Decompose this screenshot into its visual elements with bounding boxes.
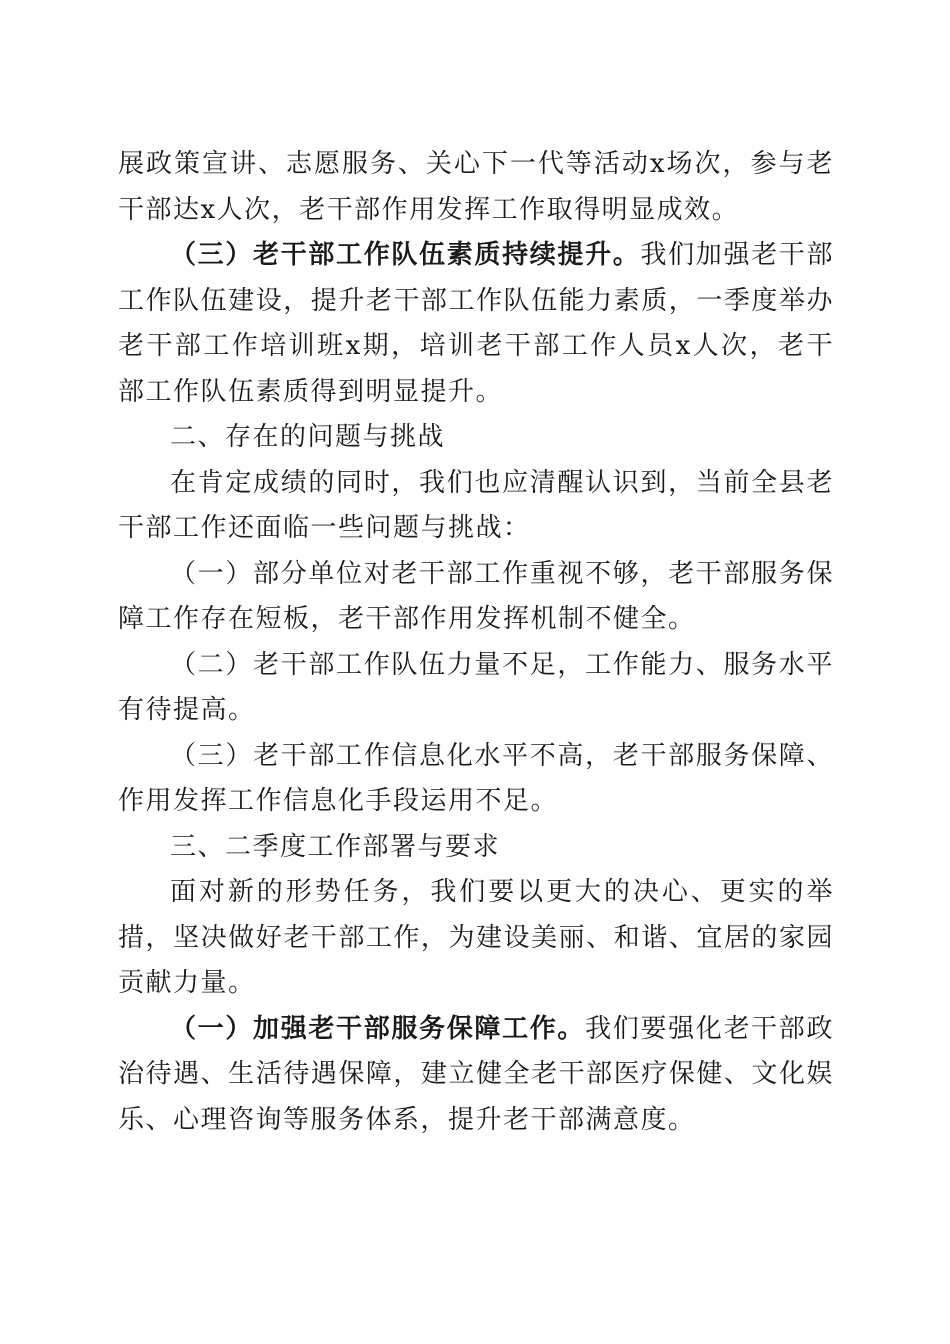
section3-item1-lead: （一）加强老干部服务保障工作。 — [170, 1013, 586, 1044]
section3-heading: 三、二季度工作部署与要求 — [170, 831, 501, 862]
document-body — [118, 142, 834, 1143]
paragraph-section3-intro: 面对新的形势任务，我们要以更大的决心、更实的举措，坚决做好老干部工作，为建设美丽、和谐、宜居的家园贡献力量。 — [118, 877, 834, 998]
section3-item1-body: 我们要强化老干部政治待遇、生活待遇保障，建立健全老干部医疗保健、文化娱乐、心理咨询等服务体系，提升老干部满意度。 — [118, 1013, 834, 1135]
paragraph-section1-item3 — [118, 233, 834, 415]
section1-item3-body: 我们加强老干部工作队伍建设，提升老干部工作队伍能力素质，一季度举办老干部工作培训班x期，培训老干部工作人员x人次，老干部工作队伍素质得到明显提升。 — [118, 240, 834, 407]
paragraph-section2-item1: （一）部分单位对老干部工作重视不够，老干部服务保障工作存在短板，老干部作用发挥机制不健全。 — [118, 558, 834, 634]
paragraph-section2-item3: （三）老干部工作信息化水平不高，老干部服务保障、作用发挥工作信息化手段运用不足。 — [118, 740, 834, 816]
section1-item3-lead: （三）老干部工作队伍素质持续提升。 — [170, 240, 641, 270]
section2-heading: 二、存在的问题与挑战 — [170, 422, 446, 452]
paragraph-section3-item1 — [118, 1007, 834, 1144]
paragraph-continuation: 展政策宣讲、志愿服务、关心下一代等活动x场次，参与老干部达x人次，老干部作用发挥工作取得明显成效。 — [118, 149, 834, 225]
paragraph-section2-item2: （二）老干部工作队伍力量不足，工作能力、服务水平有待提高。 — [118, 649, 834, 725]
paragraph-section2-intro: 在肯定成绩的同时，我们也应清醒认识到，当前全县老干部工作还面临一些问题与挑战： — [118, 467, 834, 543]
